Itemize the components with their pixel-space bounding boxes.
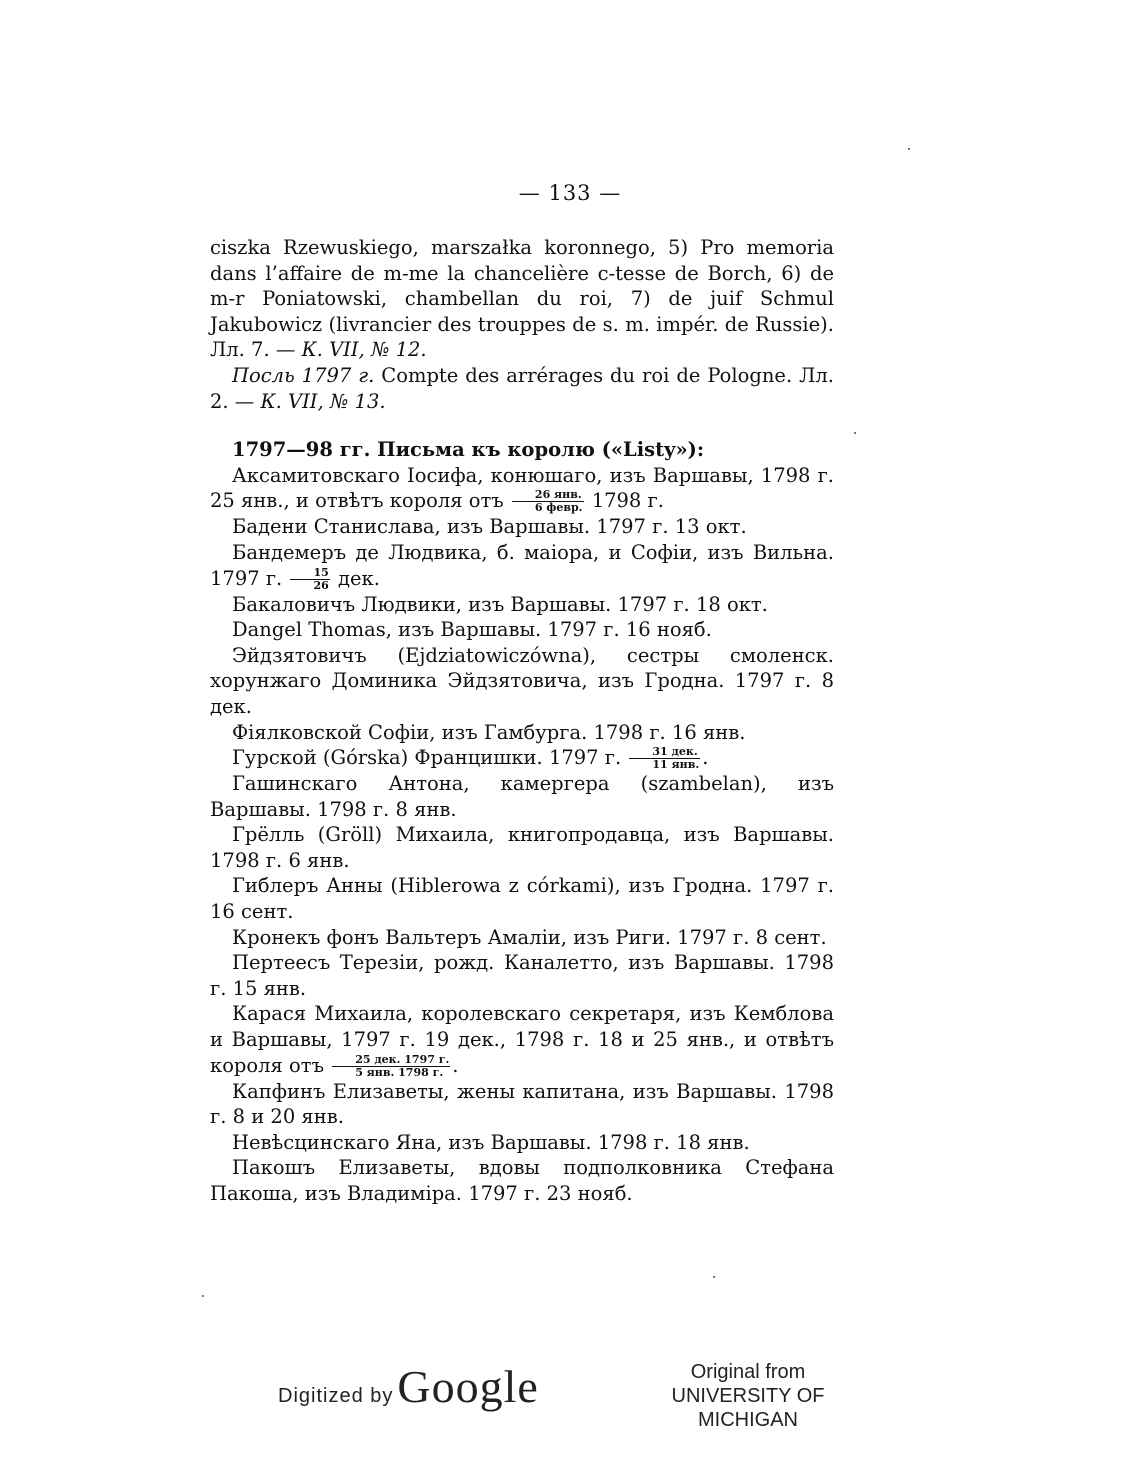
letter-entry: Фіялковской Софіи, изъ Гамбурга. 1798 г. 16 янв. (232, 720, 746, 744)
date-fraction (629, 746, 700, 771)
letter-entry: Пакошъ Елизаветы, вдовы подполковника Стефана Пакоша, изъ Владиміра. 1797 г. 23 нояб. (210, 1156, 834, 1205)
letter-entry: Гиблеръ Анны (Hiblerowa z córkami), изъ Гродна. 1797 г. 16 сент. (210, 874, 834, 924)
google-logo: Google (397, 1361, 539, 1412)
fraction-bottom: 6 февр. (534, 501, 583, 515)
fraction-bottom: 26 (313, 578, 329, 592)
letter-entry: Бадени Станислава, изъ Варшавы. 1797 г. 13 окт. (232, 515, 747, 539)
original-from-label: Original from (690, 1361, 806, 1383)
letter-entry: Капфинъ Елизаветы, жены капитана, изъ Варшавы. 1798 г. 8 и 20 янв. (210, 1079, 834, 1129)
fraction-top: 26 янв. (512, 489, 584, 502)
scan-speck (713, 1276, 715, 1278)
page-number: — 133 — (518, 181, 622, 205)
scan-speck (908, 148, 910, 150)
entry-text: 1798 г. (585, 489, 664, 513)
scan-speck (202, 1295, 204, 1297)
letter-entry (210, 540, 834, 592)
fraction-bottom: 5 янв. 1798 г. (355, 1065, 444, 1079)
fraction-top: 25 дек. 1797 г. (332, 1054, 450, 1067)
date-fraction (332, 1054, 450, 1079)
letter-entry (210, 1001, 834, 1078)
fraction-bottom: 11 янв. (652, 758, 700, 772)
source-attribution (628, 1360, 868, 1432)
entry-text: ciszka Rzewuskiego, marszałka koronnego, 5) Pro memoria dans l’affaire de m-me la chancelière c-tesse de Borch, 6) de m-r Poniatowski, chambellan du roi, 7) de juif Schmul Jakubowicz (livrancier des trouppes de s. m. impér. de Russie). Лл. 7. — (210, 236, 834, 362)
scan-speck (854, 432, 856, 434)
entry-text: Аксамитовскаго Іосифа, конюшаго, изъ Варшавы, 1798 г. 25 янв., и отвѣтъ короля отъ (210, 463, 834, 513)
letter-entry: Кронекъ фонъ Вальтеръ Амаліи, изъ Риги. 1797 г. 8 сент. (232, 925, 827, 949)
letter-entry (210, 463, 834, 515)
date-fraction (290, 567, 329, 592)
letter-entry: Пертеесъ Терезіи, рожд. Каналетто, изъ Варшавы. 1798 г. 15 янв. (210, 951, 834, 1000)
entry-paragraph (210, 363, 834, 414)
letter-entry: Dangel Thomas, изъ Варшавы. 1797 г. 16 нояб. (232, 618, 712, 642)
digitized-label: Digitized by (278, 1385, 394, 1407)
entry-text: Compte des arrérages du roi de Pologne. Лл. 2. — (210, 363, 834, 413)
entry-text: . (702, 746, 709, 770)
entry-text: Гурской (Górska) Францишки. 1797 г. (232, 746, 622, 770)
entry-paragraph (210, 235, 834, 363)
letter-entry: Грёлль (Gröll) Михаила, книгопродавца, изъ Варшавы. 1798 г. 6 янв. (210, 823, 834, 872)
date-fraction (512, 489, 584, 514)
letter-entry (210, 745, 834, 771)
letter-entry: Эйдзятовичъ (Ejdziatowiczówna), сестры смоленск. хорунжаго Доминика Эйдзятовича, изъ Гродна. 1797 г. 8 дек. (210, 643, 834, 718)
section-heading: 1797—98 гг. Письма къ королю («Listy»): (232, 438, 705, 462)
entry-text: Бандемеръ де Людвика, б. маіора, и Софіи, изъ Вильна. 1797 г. (210, 540, 834, 590)
archive-reference: К. VII, № 12. (301, 338, 427, 362)
entry-text: Карася Михаила, королевскаго секретаря, изъ Кемблова и Варшавы, 1797 г. 19 дек., 1798 г. 18 и 25 янв., и отвѣтъ короля отъ (210, 1002, 834, 1077)
fraction-top: 15 (290, 567, 329, 580)
archive-reference: К. VII, № 13. (260, 389, 386, 413)
document-body (210, 235, 834, 1207)
letter-entry: Гашинскаго Антона, камергера (szambelan), изъ Варшавы. 1798 г. 8 янв. (210, 772, 834, 821)
university-label: UNIVERSITY OF MICHIGAN (671, 1385, 825, 1431)
letter-entry: Бакаловичъ Людвики, изъ Варшавы. 1797 г. 18 окт. (232, 592, 768, 616)
entry-text: . (452, 1053, 459, 1077)
fraction-top: 31 дек. (629, 746, 700, 759)
digitized-by-watermark (278, 1360, 539, 1410)
letter-entry: Невѣсцинскаго Яна, изъ Варшавы. 1798 г. 18 янв. (232, 1130, 750, 1154)
entry-date: Посль 1797 г. (232, 363, 375, 387)
entry-text: дек. (331, 566, 380, 590)
